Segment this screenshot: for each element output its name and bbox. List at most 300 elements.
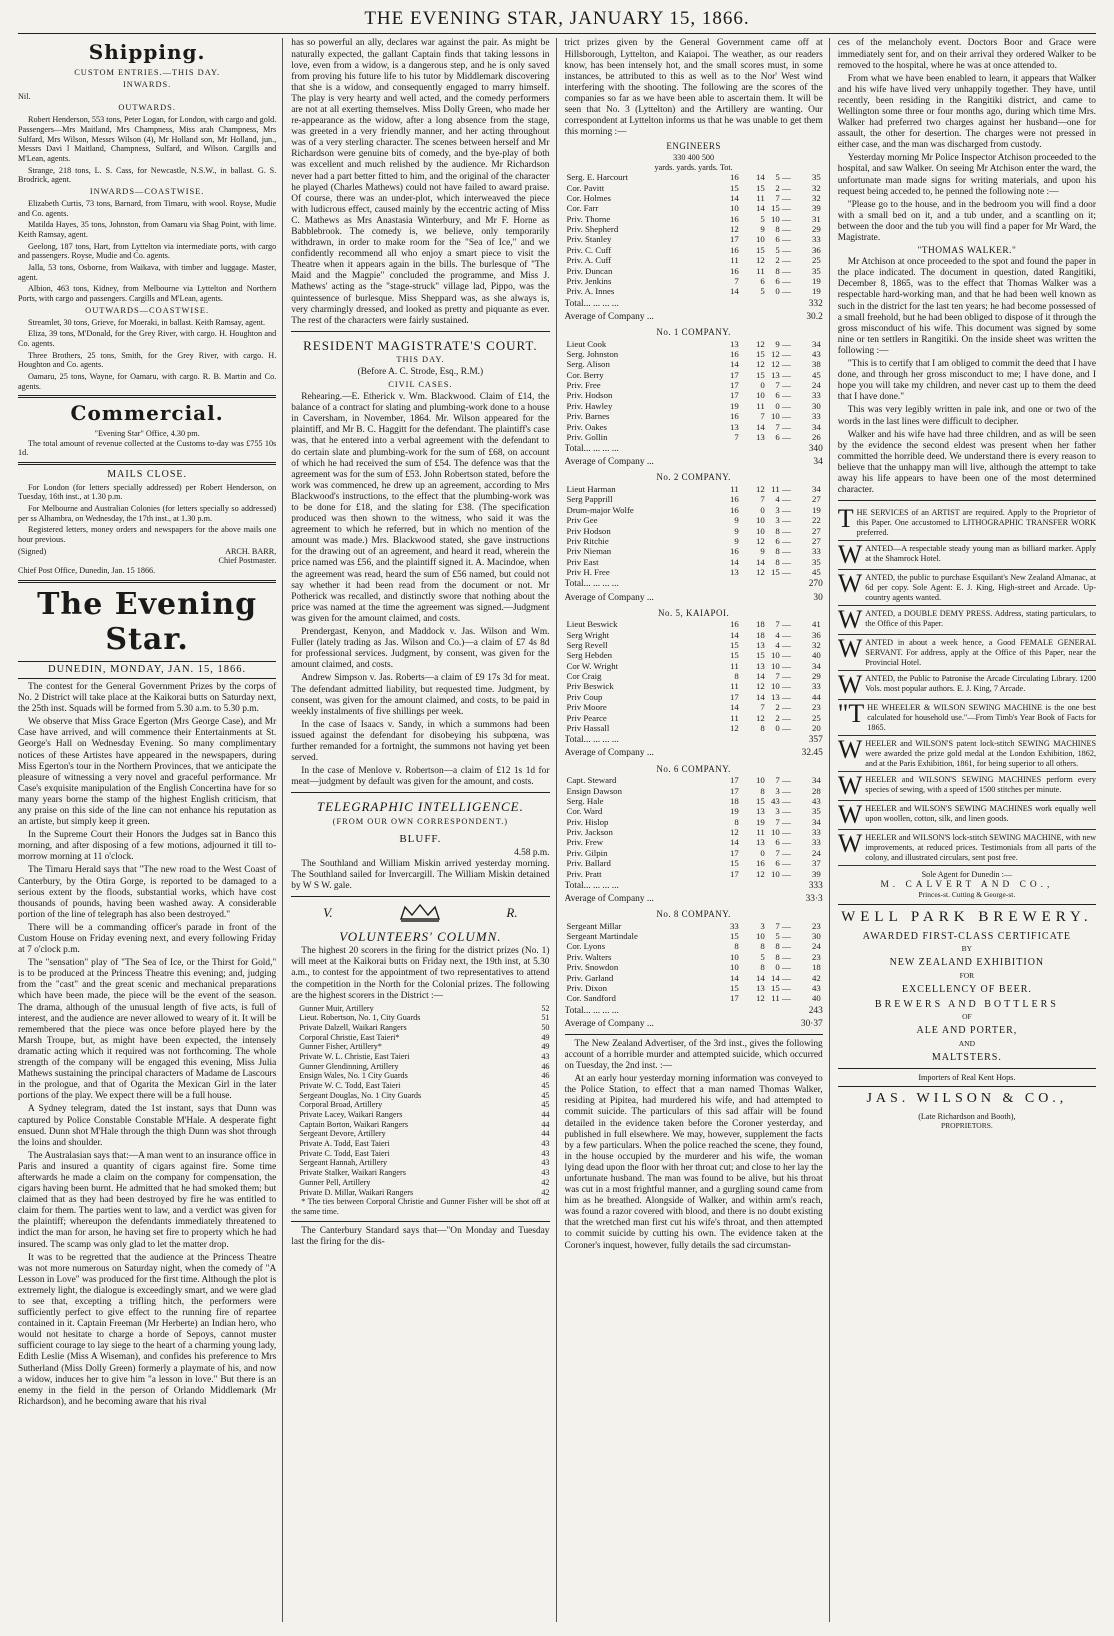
table-row: [565, 661, 823, 671]
score-cell: 19: [811, 504, 821, 515]
company-title: No. 8 COMPANY.: [656, 909, 731, 920]
score-cell: 17: [729, 847, 739, 858]
score-cell: 34: [811, 660, 821, 671]
table-row: [565, 214, 823, 224]
divider: [291, 1221, 549, 1222]
score-cell: 12: [729, 722, 739, 733]
score-cell: 3: [760, 920, 765, 931]
score-cell: 8 —: [775, 525, 791, 536]
table-row: [565, 203, 823, 213]
score-cell: 25: [811, 255, 821, 266]
score-cell: 12: [729, 827, 739, 838]
total-value: 332: [808, 298, 823, 309]
score-cell: 17: [729, 775, 739, 786]
member-name: Serg. E. Harcourt: [566, 172, 628, 183]
bluff-heading: BLUFF.: [399, 832, 442, 845]
table-row: [565, 941, 823, 951]
score-cell: 24: [811, 847, 821, 858]
score-cell: 14: [729, 286, 739, 297]
score-cell: 10: [755, 931, 765, 942]
table-row: [565, 224, 823, 234]
inwards-coast-text-2: Matilda Hayes, 35 tons, Johnston, from Oamaru via Shag Point, with lime. Keith Ramsay, agent.: [18, 220, 277, 240]
article-paragraph: "This is to certify that I am obliged to commit the deed that I have done, and through her gross misconduct to me; I have done, and I hope you will take my children, and never cast up to them the deed that I have done.": [837, 359, 1096, 403]
drop-cap: W: [837, 569, 863, 599]
score-cell: 11: [730, 681, 739, 692]
drop-cap: W: [837, 829, 863, 859]
score-cell: 12: [755, 359, 765, 370]
score-cell: 14: [755, 671, 765, 682]
volunteers-text: The highest 20 scorers in the firing for the district prizes (No. 1) will meet at the Kaikorai butts on Friday next, the 19th inst, at 5.30 a.m., to contest for the appointment of two representatives to attend the competition in the North for the Colonial prizes. The following are the highest scorers in the District :—: [291, 946, 550, 1001]
average-value: 30.2: [806, 311, 823, 322]
score-cell: 19: [811, 275, 821, 286]
score-cell: 27: [811, 535, 821, 546]
scorer-row: [291, 1100, 549, 1110]
court-case: In the case of Menlove v. Robertson—a claim of £12 1s 1d for meat—judgment by default was given for the amount, and costs.: [291, 766, 550, 788]
score-cell: 15: [729, 639, 739, 650]
score-cell: 6 —: [775, 837, 791, 848]
score-cell: 43: [811, 795, 821, 806]
yardage-header: [565, 153, 823, 172]
member-name: Lieut Beswick: [566, 619, 618, 630]
score-cell: 15 —: [770, 982, 791, 993]
score-cell: 5 —: [775, 172, 791, 183]
score-cell: 15: [755, 369, 765, 380]
outwards-coast-text-2: Eliza, 39 tons, M'Donald, for the Grey River, with cargo. H. Houghton and Co. agents.: [18, 329, 277, 348]
table-row: [565, 494, 823, 504]
company-average: [565, 1019, 823, 1030]
outwards-text-2: Strange, 218 tons, L. S. Cass, for Newcastle, N.S.W., in ballast. G. S. Brodrick, agent.: [18, 165, 277, 185]
total-value: 333: [808, 880, 823, 891]
score-cell: 5: [760, 286, 765, 297]
table-row: [565, 619, 823, 629]
yardage-ranges: 330 400 500: [673, 152, 715, 162]
member-name: Serg. Hale: [566, 795, 604, 806]
member-name: Cor Craig: [566, 671, 602, 682]
article-paragraph: In the Supreme Court their Honors the Judges sat in Banco this morning, and after disposing of a few motions, adjourned it till to-morrow morning at 11 o'clock.: [18, 830, 277, 863]
by: BY: [961, 944, 973, 954]
score-cell: 23: [811, 702, 821, 713]
score-cell: 6 —: [775, 234, 791, 245]
score-cell: 22: [811, 515, 821, 526]
score-cell: 0: [760, 504, 765, 515]
score-cell: 40: [811, 650, 821, 661]
member-name: Priv. Snowdon: [566, 962, 619, 973]
company-average: [565, 312, 823, 323]
member-name: Capt. Steward: [566, 775, 617, 786]
average-value: 32.45: [801, 748, 823, 759]
vr-left: V.: [323, 905, 333, 921]
nza-intro: The New Zealand Advertiser, of the 3rd inst., gives the following account of a horrible murder and attempted suicide, which occurred on Tuesday, the 2nd inst. :—: [564, 1038, 823, 1072]
civil-cases-label: CIVIL CASES.: [388, 380, 453, 390]
paper-title: The Evening Star.: [37, 586, 258, 658]
yardage-units: yards. yards. yards. Tot.: [654, 162, 733, 172]
divider: [18, 462, 276, 465]
shipping-heading: Shipping.: [88, 40, 206, 65]
table-row: [565, 401, 823, 411]
classified-ad: [838, 830, 1096, 866]
member-name: Priv. Free: [566, 380, 601, 390]
score-cell: 12: [755, 567, 765, 578]
score-cell: 11: [756, 265, 765, 276]
score-cell: 10 —: [770, 681, 791, 692]
table-row: [565, 952, 823, 962]
score-cell: 5 —: [775, 931, 791, 942]
company-average: [565, 593, 823, 604]
total-value: 357: [808, 735, 823, 746]
member-name: Priv. Garland: [566, 972, 614, 983]
score-cell: 15 —: [770, 567, 791, 578]
member-name: Priv Moore: [566, 702, 607, 713]
score-cell: 18: [755, 619, 765, 630]
score-cell: 43 —: [770, 795, 791, 806]
score-cell: 10: [755, 234, 765, 245]
company-title: No. 5, KAIAPOI.: [658, 607, 730, 618]
mails-text-1: For London (for letters specially addressed) per Robert Henderson, on Tuesday, 16th inst., at 1.30 p.m.: [18, 482, 277, 502]
article-paragraph: It was to be regretted that the audience at the Princess Theatre was not more numerous on Saturday night, when the comedy of "A Lesson in Love" was produced for the first time. Although the plot is extremely light, the dialogue is exceedingly smart, and we were glad to see that, excepting a trifling hitch, the performers were sufficiently perfect to give effect to the running fire of repartee contained in it. Captain Freeman (Mr Herberte) an Indian hero, who would not hesitate to charge a horde of Sepoys, cannot muster sufficient courage to lay siege to the heart of a charming young lady, Edith Leslie (Miss A Wiseman), and confides his preference to Mrs Sutherland (Miss Dolly Green) formerly a playmate of his, and now a widow, induces her to give him "a lesson in love." But there is an enemy in the field in the person of Orlando Middlemark (Mr Richardson), and he becoming aware that his rival: [18, 1252, 277, 1407]
score-cell: 25: [811, 712, 821, 723]
classified-ad: [838, 541, 1096, 570]
score-cell: 35: [811, 556, 821, 567]
score-cell: 33: [811, 546, 821, 557]
average-value: 30·37: [800, 1018, 823, 1029]
scorer-row: [291, 1149, 549, 1159]
member-name: Priv. Jackson: [566, 827, 613, 838]
score-cell: 13: [755, 639, 765, 650]
for: FOR: [959, 970, 975, 980]
total-label: Total... ... ... ...: [564, 735, 619, 746]
company-scores: [565, 141, 823, 1030]
murder-text: At an early hour yesterday morning information was conveyed to the Police Station, to effect that a man named Thomas Walker, residing at Pipitea, had murdered his wife, and had attempted to commit suicide. The particulars of this sad affair will be found detailed in the evidence taken before the Coroner yesterday, and published in full elsewhere. We may, however, supplement the facts by a few particulars. When the police reached the scene, they found, in the house occupied by the murderer and his wife, the woman lying dead upon the floor with her throat cut; and close to her lay the unfortunate husband. The man was found to be alive, but his throat was cut in a most frightful manner, and a gurgling sound came from him as he breathed. Alongside of Walker, and within arm's reach, was found a razor covered with blood, and there is no doubt existing that the wretched man first cut his wife's throat, and then attempted to commit suicide by cutting his own. The evidence taken at the Coroner's inquest, however, fully details the sad circumstan-: [564, 1074, 823, 1251]
score-cell: 0: [760, 847, 765, 858]
score-cell: 28: [811, 785, 821, 796]
nz-exhibition: NEW ZEALAND EXHIBITION: [889, 957, 1045, 969]
score-cell: 14: [729, 359, 739, 370]
divider: [838, 904, 1096, 905]
inwards-coast-text-3: Geelong, 187 tons, Hart, from Lyttelton via intermediate ports, with cargo and passengers. Royse, Mudie and Co. agents.: [18, 241, 277, 261]
ale-porter: ALE AND PORTER,: [916, 1025, 1018, 1037]
scorer-name: Private W. L. Christie, East Taieri: [299, 1052, 410, 1062]
company-title: No. 1 COMPANY.: [656, 326, 731, 337]
member-name: Priv Pearce: [566, 712, 607, 723]
score-cell: 8: [734, 941, 739, 952]
score-cell: 3 —: [775, 785, 791, 796]
score-cell: 7 —: [775, 920, 791, 931]
score-cell: 11: [756, 827, 765, 838]
scorer-name: Gunner Glendinning, Artillery: [299, 1061, 399, 1071]
outwards-coast-text-4: Oamaru, 25 tons, Wayne, for Oamaru, with cargo. R. B. Martin and Co. agents.: [18, 371, 277, 391]
scorer-name: Private Stalker, Waikari Rangers: [299, 1168, 406, 1178]
ad-text: HE SERVICES of an ARTIST are required. Apply to the Proprietor of this Paper. One accustomed to LITHOGRAPHIC TRANSFER WORK preferred.: [856, 508, 1096, 537]
table-row: [565, 193, 823, 203]
scorer-row: [291, 1013, 549, 1023]
member-name: Priv. Dixon: [566, 982, 607, 993]
column-4: [838, 38, 1096, 1622]
score-cell: 10 —: [770, 411, 791, 422]
table-row: [565, 931, 823, 941]
member-name: Priv. Stanley: [566, 234, 612, 245]
score-cell: 17: [729, 380, 739, 390]
company-table: [565, 339, 823, 443]
article-paragraph: The contest for the General Government Prizes by the corps of No. 2 District will take place at the Kaikorai butts on Saturday next, the 25th inst. Squads will be formed from 5.30 a.m. to 5.30 p.m.: [18, 681, 277, 715]
scorer-row: [291, 1158, 549, 1168]
scorer-score: 45: [541, 1100, 550, 1110]
scorer-score: 46: [541, 1071, 550, 1081]
table-row: [565, 390, 823, 400]
score-cell: 14: [755, 421, 765, 432]
scorer-name: Ensign Wales, No. 1 City Guards: [299, 1071, 408, 1081]
score-cell: 8: [760, 941, 765, 952]
score-cell: 17: [729, 868, 739, 879]
mails-signed: (Signed): [18, 546, 47, 556]
score-cell: 10 —: [770, 213, 791, 224]
score-cell: 16: [755, 858, 765, 869]
score-cell: 14: [729, 972, 739, 983]
drop-cap: W: [837, 540, 863, 570]
table-row: [565, 411, 823, 421]
member-name: Priv Coup: [566, 691, 603, 702]
scorer-score: 43: [541, 1139, 550, 1149]
score-cell: 33: [811, 411, 821, 422]
table-row: [565, 806, 823, 816]
scorer-row: [291, 1033, 549, 1043]
member-name: Cor. Farr: [566, 203, 599, 214]
score-cell: 11: [730, 660, 739, 671]
score-cell: 15: [755, 795, 765, 806]
score-cell: 33: [729, 920, 739, 931]
score-cell: 17: [729, 369, 739, 380]
score-cell: 35: [811, 265, 821, 276]
score-cell: 9: [734, 525, 739, 536]
total-label: Total... ... ... ...: [564, 298, 619, 309]
score-cell: 15: [755, 650, 765, 661]
nil-text: Nil.: [18, 91, 31, 101]
score-cell: 2 —: [775, 712, 791, 723]
volunteers-heading: VOLUNTEERS' COLUMN.: [339, 928, 502, 944]
article-paragraph: A Sydney telegram, dated the 1st instant, says that Dunn was captured by Police Constable Constable M'Hale. A desperate fight ensued. Dunn shot M'Hale through the thigh Dunn was shot through the loins and shoulder.: [18, 1104, 277, 1148]
score-cell: 7: [734, 275, 739, 286]
table-row: [565, 973, 823, 983]
member-name: Cor W. Wright: [566, 660, 619, 671]
score-cell: 39: [811, 203, 821, 214]
court-case: In the case of Isaacs v. Sandy, in which a summons had been issued against the defendant for disobeying his subpœna, was further remanded for a fortnight, the summons not having yet been served.: [291, 719, 550, 764]
score-cell: 8 —: [775, 951, 791, 962]
outwards-coast-text-3: Three Brothers, 25 tons, Smith, for the Grey River, with cargo. H. Houghton and Co. agents.: [18, 350, 277, 370]
article-paragraph: This was very legibly written in pale ink, and one or two of the words in the last lines were difficult to decipher.: [837, 405, 1096, 427]
court-case: Andrew Simpson v. Jas. Roberts—a claim of £9 17s 3d for meat. The defendant admitted liability, but requested time. Judgment, by consent, was given for the amount claimed, and costs, to be paid in weekly instalments of five shillings per week.: [291, 673, 550, 717]
classified-ad: [838, 736, 1096, 772]
classified-ad: [838, 772, 1096, 801]
article-paragraph: The "sensation" play of "The Sea of Ice, or the Thirst for Gold," is to be produced at the Princess Theatre this evening; and, judging from the "cast" and the great scenic and mechanical preparations which have been made, the piece will be the event of the season. The drama, although of the unusual length of five acts, is full of interest, and the audience are never allowed to weary of it. It will be remembered that the piece was once before played here by the Marsh Troupe, but, as might have been expected, the intensely dramatic acting which it required was not forthcoming. The whole strength of the company will be engaged this evening, Miss Julia Mathews sustaining the principal characters of Madame de Lascours in the prologue, and that of Ogarita the Mexican Girl in the later portions of the play. We expect there will be a full house.: [18, 958, 277, 1102]
company-total: [565, 444, 823, 455]
member-name: Priv. Pratt: [566, 868, 602, 879]
scorer-score: 42: [541, 1187, 550, 1197]
company-title: ENGINEERS: [666, 141, 721, 152]
company-title: No. 6 COMPANY.: [656, 763, 731, 774]
member-name: Priv Gee: [566, 515, 598, 526]
awarded: AWARDED FIRST-CLASS CERTIFICATE: [862, 930, 1071, 942]
member-name: Priv. C. Cuff: [566, 244, 612, 255]
table-row: [565, 858, 823, 868]
drop-cap: "T: [837, 699, 865, 729]
scorer-row: [291, 1129, 549, 1139]
mails-role: Chief Postmaster.: [218, 556, 277, 566]
score-cell: 26: [811, 431, 821, 442]
member-name: Priv Ritchie: [566, 535, 609, 546]
score-cell: 32: [811, 182, 821, 193]
score-cell: 34: [811, 816, 821, 827]
score-cell: 14: [755, 556, 765, 567]
member-name: Cor. Ward: [566, 806, 603, 817]
score-cell: 19: [811, 286, 821, 297]
table-row: [565, 681, 823, 691]
scorer-score: 45: [541, 1090, 550, 1100]
member-name: Cor. Pavitt: [566, 182, 605, 193]
member-name: Priv. Hislop: [566, 816, 609, 827]
score-cell: 41: [811, 619, 821, 630]
of: OF: [962, 1012, 972, 1022]
scorer-score: 50: [541, 1023, 550, 1033]
divider: [291, 331, 549, 332]
score-cell: 13: [729, 567, 739, 578]
outwards-coast-text: Streamlet, 30 tons, Grieve, for Moeraki, in ballast. Keith Ramsay, agent.: [28, 317, 266, 327]
table-row: [565, 526, 823, 536]
table-row: [565, 370, 823, 380]
score-cell: 10: [729, 962, 739, 973]
company-average: [565, 457, 823, 468]
score-cell: 6 —: [775, 431, 791, 442]
score-cell: 23: [811, 951, 821, 962]
importers: Importers of Real Kent Hops.: [918, 1072, 1016, 1082]
mails-office: Chief Post Office, Dunedin, Jan. 15 1866.: [18, 566, 156, 576]
score-cell: 44: [811, 691, 821, 702]
score-cell: 34: [811, 421, 821, 432]
score-cell: 11: [730, 484, 739, 495]
score-cell: 7: [734, 431, 739, 442]
score-cell: 15: [755, 182, 765, 193]
column-3: [565, 38, 830, 1622]
scorer-score: 46: [541, 1061, 550, 1071]
score-cell: 31: [811, 213, 821, 224]
total-value: 270: [808, 579, 823, 590]
score-cell: 10 —: [770, 827, 791, 838]
score-cell: 16: [729, 411, 739, 422]
outwards-label: OUTWARDS.: [118, 103, 176, 113]
score-cell: 43: [811, 982, 821, 993]
score-cell: 13: [755, 837, 765, 848]
score-cell: 12: [755, 338, 765, 349]
score-cell: 10: [755, 515, 765, 526]
outwards-text: Robert Henderson, 553 tons, Peter Logan, for London, with cargo and gold. Passengers—Mrs Maitland, Mrs Champness, Miss arah Champness, Mrs Sulfard, Mrs Wilson, Messrs Wilson (4), Mr Holland son, Mr Holland, jun., Messrs Davi l Maitland, Champness, Sulfard, and Wilson. Cargills and M'Lean, agents.: [18, 115, 277, 164]
mails-signature: [18, 547, 276, 557]
scorer-name: Private A. Todd, East Taieri: [299, 1139, 390, 1149]
score-cell: 16: [729, 348, 739, 359]
maltsters: MALTSTERS.: [931, 1051, 1002, 1063]
score-cell: 7 —: [775, 192, 791, 203]
member-name: Drum-major Wolfe: [566, 504, 634, 515]
score-cell: 16: [729, 172, 739, 183]
table-row: [565, 567, 823, 577]
score-cell: 17: [729, 390, 739, 401]
member-name: Priv. Shepherd: [566, 224, 619, 235]
score-cell: 2 —: [775, 182, 791, 193]
score-cell: 7 —: [775, 619, 791, 630]
score-cell: 16: [729, 244, 739, 255]
score-cell: 32: [811, 192, 821, 203]
company-average: [565, 894, 823, 905]
bluff-text: The Southland and William Miskin arrived yesterday morning. The Southland sailed for Invercargill. The William Miskin detained by W S W. gale.: [291, 858, 550, 891]
company-table: [565, 484, 823, 577]
member-name: Serg Hebden: [566, 650, 613, 661]
scorer-score: 51: [541, 1013, 550, 1023]
score-cell: 13: [755, 660, 765, 671]
article-paragraph: We observe that Miss Grace Egerton (Mrs George Case), and Mr Case have arrived, and will commence their Entertainments at St. George's Hall on Wednesday Evening. So many complimentary notices of these Artistes have appeared in the newspapers, during Miss Egerton's tour in the Northern Provinces, that we anticipate the pleasure of witnessing a very novel and graceful performance. Mr Case's exquisite manipulation of the English Concertina have for so many years borne the stamp of the highest English criticism, that any praise on this side of the line can not enhance his reputation as an artiste, but simply keep it green.: [18, 717, 277, 828]
score-cell: 18: [755, 629, 765, 640]
member-name: Priv. Hawley: [566, 400, 613, 411]
score-cell: 24: [811, 380, 821, 390]
table-row: [565, 536, 823, 546]
table-row: [565, 650, 823, 660]
ad-text: ANTED, the public to purchase Esquilant's New Zealand Almanac, at 6d per copy. Sole Agent: E. J. King, High-street and Arcade. Up-country agents wanted.: [865, 573, 1096, 602]
score-cell: 7: [760, 411, 765, 422]
score-cell: 14: [729, 702, 739, 713]
scorer-name: Private Dalzell, Waikari Rangers: [299, 1023, 407, 1033]
score-cell: 7 —: [775, 671, 791, 682]
score-cell: 30: [811, 400, 821, 411]
table-row: [565, 702, 823, 712]
score-cell: 33: [811, 681, 821, 692]
ad-text: ANTED in about a week hence, a Good FEMALE GENERAL SERVANT. For address, apply at the Office of this Paper, near the Provincial Hotel.: [865, 638, 1096, 667]
scorer-score: 43: [541, 1168, 550, 1178]
member-name: Sergeant Millar: [566, 920, 622, 931]
table-row: [565, 837, 823, 847]
member-name: Priv. Gollin: [566, 431, 608, 442]
score-cell: 13: [729, 421, 739, 432]
score-cell: 9: [734, 535, 739, 546]
score-cell: 8: [734, 671, 739, 682]
company-total: [565, 1006, 823, 1017]
score-cell: 17: [729, 993, 739, 1004]
court-case: Prendergast, Kenyon, and Maddock v. Jas. Wilson and Wm. Fuller (lately trading as Jas. Wilson and Co.)—a claim of £7 4s 8d for professional services. Judgment, by consent, was given for the amount claimed, and costs.: [291, 627, 550, 671]
rm-day: THIS DAY.: [396, 355, 445, 365]
score-cell: 10: [729, 203, 739, 214]
score-cell: 12: [755, 993, 765, 1004]
classified-ad: [838, 635, 1096, 671]
crown-icon: [397, 903, 443, 923]
scorer-row: [291, 1042, 549, 1052]
score-cell: 13 —: [770, 691, 791, 702]
score-cell: 23: [811, 920, 821, 931]
score-cell: 6 —: [775, 390, 791, 401]
company-total: [565, 579, 823, 590]
table-row: [565, 983, 823, 993]
score-cell: 8: [760, 722, 765, 733]
member-name: Priv. Thorne: [566, 213, 611, 224]
score-cell: 12: [755, 681, 765, 692]
scorer-name: Sergeant Devore, Artillery: [299, 1129, 386, 1139]
score-cell: 2 —: [775, 255, 791, 266]
table-row: [565, 640, 823, 650]
total-value: 340: [808, 444, 823, 455]
mails-text-2: For Melbourne and Australian Colonies (for letters specially so addressed) per ss Alhambra, on Wednesday, the 17th inst., at 1.30 p.m.: [18, 504, 277, 523]
table-row: [565, 484, 823, 494]
member-name: Priv. A. Innes: [566, 286, 615, 297]
bluff-time: 4.58 p.m.: [514, 847, 550, 858]
score-cell: 8 —: [775, 224, 791, 235]
drop-cap: W: [837, 634, 863, 664]
scorer-row: [291, 1081, 549, 1091]
company-table: [565, 775, 823, 879]
score-cell: 13: [755, 806, 765, 817]
